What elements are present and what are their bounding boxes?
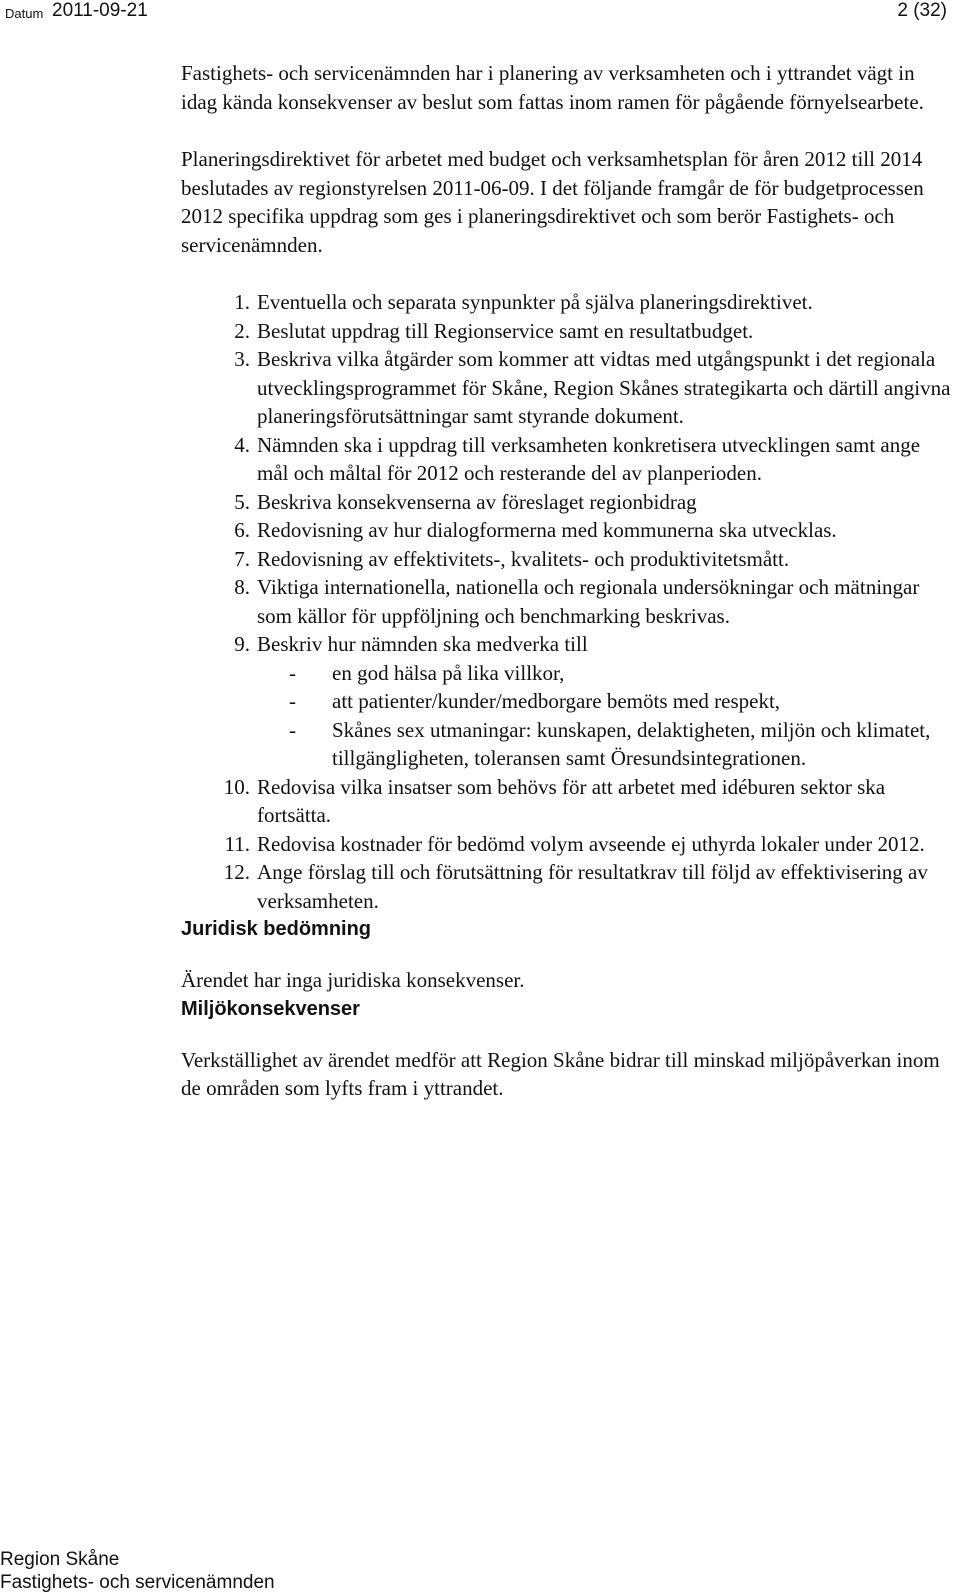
document-date: 2011-09-21 (52, 0, 148, 21)
date-label: Datum (5, 6, 44, 21)
assignment-list (181, 288, 951, 915)
list-item (181, 545, 951, 574)
page-footer (0, 1548, 275, 1594)
list-item (181, 573, 951, 630)
sub-list-text: en god hälsa på lika villkor, (332, 660, 565, 685)
list-item (181, 773, 951, 830)
list-number: 4. (234, 432, 250, 457)
sub-list-item (257, 716, 951, 773)
list-item (181, 317, 951, 346)
legal-assessment-text: Ärendet har inga juridiska konsekvenser. (181, 968, 525, 992)
list-text: Redovisa vilka insatser som behövs för att arbetet med idéburen sektor ska fortsätta. (257, 774, 886, 827)
list-number: 3. (234, 347, 250, 371)
list-item (181, 858, 951, 915)
section-heading-legal: Juridisk bedömning (181, 918, 372, 940)
list-number: 8. (234, 575, 250, 599)
environment-text: Verkställighet av ärendet medför att Region Skåne bidrar till minskad miljöpåverkan inom de områden som lyfts fram i yttrandet. (181, 1047, 940, 1100)
list-number: 5. (234, 489, 250, 514)
footer-committee: Fastighets- och servicenämnden (0, 1572, 275, 1593)
document-body (181, 59, 951, 1103)
sub-list-text: att patienter/kunder/medborgare bemöts med respekt, (332, 689, 781, 713)
footer-organization: Region Skåne (0, 1549, 120, 1570)
dash-bullet: - (289, 717, 296, 742)
list-number: 9. (234, 632, 250, 656)
list-text: Beslutat uppdrag till Regionservice samt en resultatbudget. (257, 318, 754, 343)
list-text: Beskriva vilka åtgärder som kommer att vidtas med utgångspunkt i det regionala utvecklingsprogrammet för Skåne, Region Skånes strategikarta och därtill angivna planeringsförutsättningar samt styrande dokument. (257, 347, 951, 428)
directive-paragraph: Planeringsdirektivet för arbetet med budget och verksamhetsplan för åren 2012 till 2014 beslutades av regionstyrelsen 2011-06-09. I det följande framgår de för budgetprocessen 2012 specifika uppdrag som ges i planeringsdirektivet och som berör Fastighets- och servicenämnden. (181, 147, 924, 257)
list-item (181, 288, 951, 317)
list-text: Beskriva konsekvenserna av föreslaget regionbidrag (257, 489, 697, 514)
list-number: 10. (223, 774, 250, 799)
sub-list (257, 659, 951, 773)
list-item (181, 345, 951, 431)
list-item (181, 516, 951, 545)
list-text: Redovisning av hur dialogformerna med kommunerna ska utvecklas. (257, 518, 837, 542)
list-item (181, 630, 951, 773)
list-text: Viktiga internationella, nationella och regionala undersökningar och mätningar som källor för uppföljning och benchmarking beskrivas. (257, 575, 920, 628)
list-text: Redovisa kostnader för bedömd volym avseende ej uthyrda lokaler under 2012. (257, 831, 925, 856)
list-item (181, 488, 951, 517)
list-number: 6. (234, 518, 250, 542)
sub-list-item (257, 659, 951, 688)
list-text: Nämnden ska i uppdrag till verksamheten konkretisera utvecklingen samt ange mål och måltal för 2012 och resterande del av planperioden. (257, 432, 921, 485)
list-number: 7. (234, 546, 250, 571)
sub-list-text: Skånes sex utmaningar: kunskapen, delaktigheten, miljön och klimatet, tillgängligheten, toleransen samt Öresundsintegrationen. (332, 717, 931, 770)
page-number: 2 (32) (897, 0, 947, 21)
list-number: 11. (224, 831, 250, 856)
list-text: Beskriv hur nämnden ska medverka till (257, 632, 588, 656)
sub-list-item (257, 687, 951, 716)
dash-bullet: - (289, 660, 296, 685)
dash-bullet: - (289, 689, 296, 713)
list-item (181, 830, 951, 859)
list-item (181, 431, 951, 488)
list-number: 12. (223, 860, 250, 884)
page-header (0, 0, 960, 28)
list-number: 2. (234, 318, 250, 343)
list-number: 1. (234, 290, 250, 314)
section-heading-environment: Miljökonsekvenser (181, 997, 360, 1020)
list-text: Ange förslag till och förutsättning för resultatkrav till följd av effektivisering av verksamheten. (257, 860, 928, 913)
list-text: Redovisning av effektivitets-, kvalitets- och produktivitetsmått. (257, 546, 790, 571)
list-text: Eventuella och separata synpunkter på själva planeringsdirektivet. (257, 290, 813, 314)
intro-paragraph: Fastighets- och servicenämnden har i planering av verksamheten och i yttrandet vägt in idag kända konsekvenser av beslut som fattas inom ramen för pågående förnyelsearbete. (181, 61, 924, 114)
